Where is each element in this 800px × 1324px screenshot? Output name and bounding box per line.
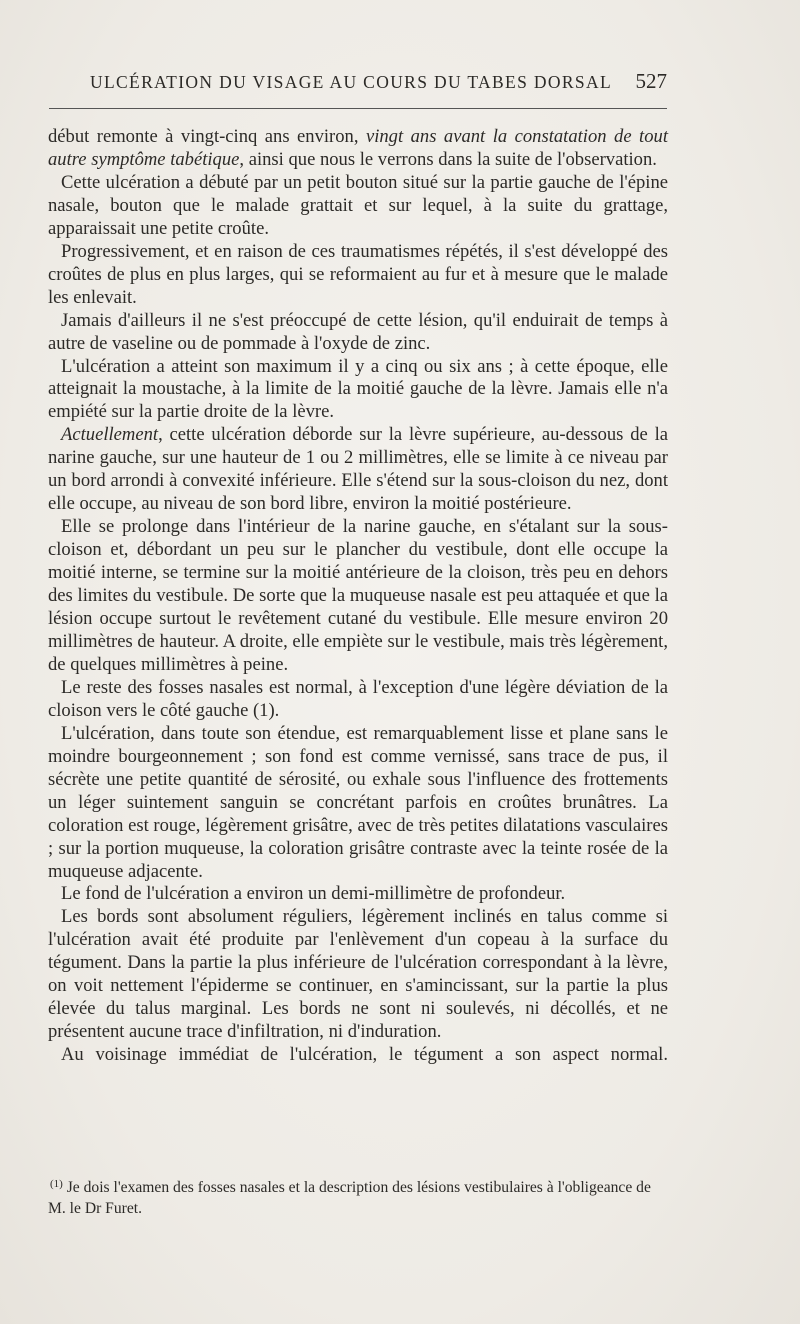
footnote-marker: (1) bbox=[50, 1178, 63, 1190]
paragraph-4: Jamais d'ailleurs il ne s'est préoccupé de cette lésion, qu'il enduirait de temps à autre de vaseline ou de pommade à l'oxyde de zinc. bbox=[48, 309, 668, 354]
paragraph-3: Progressivement, et en raison de ces traumatismes répétés, il s'est développé des croûtes de plus en plus larges, qui se reformaient au fur et à mesure que le malade les enlevait. bbox=[48, 240, 668, 308]
footnote-text bbox=[48, 1174, 668, 1219]
running-title: ULCÉRATION DU VISAGE AU COURS DU TABES DORSAL bbox=[90, 72, 613, 92]
running-header bbox=[90, 69, 667, 102]
paragraph-10: Le fond de l'ulcération a environ un demi-millimètre de profondeur. bbox=[61, 883, 566, 905]
page-number: 527 bbox=[635, 69, 667, 93]
paragraph-7: Elle se prolonge dans l'intérieur de la narine gauche, en s'étalant sur la sous-cloison et, débordant un peu sur le plancher du vestibule, dont elle occupe la moitié interne, se termine sur la moitié antérieure de la cloison, très peu en dehors des limites du vestibule. De sorte que la muqueuse nasale est peu attaquée et que la lésion occupe surtout le revêtement cutané du vestibule. Elle mesure environ 20 millimètres de hauteur. A droite, elle empiète sur le vestibule, mais très légèrement, de quelques millimètres à peine. bbox=[48, 516, 668, 675]
body-text bbox=[48, 126, 668, 1067]
paragraph-1 bbox=[48, 126, 668, 172]
paragraph-1-text-a: début remonte à vingt-cinq ans environ, bbox=[48, 126, 366, 147]
footnote bbox=[48, 1174, 668, 1219]
paragraph-6-text: , cette ulcération déborde sur la lèvre supérieure, au-dessous de la narine gauche, sur une hauteur de 1 ou 2 millimètres, elle se limite à ce niveau par un bord arrondi à convexité inférieure. Elle s'étend sur la sous-cloison du nez, dont elle occupe, au niveau de son bord libre, environ la moitié postérieure. bbox=[48, 424, 668, 515]
paragraph-11: Les bords sont absolument réguliers, légèrement inclinés en talus comme si l'ulcération avait été produite par l'enlèvement d'un copeau à la surface du tégument. Dans la partie la plus inférieure de l'ulcération correspondant à la lèvre, on voit nettement l'épiderme se continuer, en s'amincissant, sur la partie la plus élevée du talus marginal. Les bords ne sont ni soulevés, ni décollés, et ne présentent aucune trace d'infiltration, ni d'induration. bbox=[48, 906, 668, 1043]
footnote-body: Je dois l'examen des fosses nasales et la description des lésions vestibulaires à l'obligeance de M. le Dr Furet. bbox=[48, 1179, 651, 1217]
paragraph-6 bbox=[48, 424, 668, 516]
paragraph-1-italic: vingt ans avant la constatation de tout autre symptôme tabétique bbox=[48, 126, 668, 170]
paragraph-8: Le reste des fosses nasales est normal, à l'exception d'une légère déviation de la cloison vers le côté gauche (1). bbox=[48, 676, 668, 721]
paragraph-9: L'ulcération, dans toute son étendue, est remarquablement lisse et plane sans le moindre bourgeonnement ; son fond est comme vernissé, sans trace de pus, il sécrète une petite quantité de sérosité, ou exhale sous l'influence des frottements un léger suintement sanguin se concrétant parfois en croûtes brunâtres. La coloration est rouge, légèrement grisâtre, avec de très petites dilatations vasculaires ; sur la portion muqueuse, la coloration grisâtre contraste avec la teinte rosée de la muqueuse adjacente. bbox=[48, 722, 668, 882]
paragraph-5: L'ulcération a atteint son maximum il y a cinq ou six ans ; à cette époque, elle atteignait la moustache, à la limite de la moitié gauche de la lèvre. Jamais elle n'a empiété sur la partie droite de la lèvre. bbox=[48, 355, 668, 423]
header-rule bbox=[49, 108, 667, 109]
paragraph-1-text-b: , ainsi que nous le verrons dans la suite de l'observation. bbox=[239, 148, 657, 170]
paragraph-2: Cette ulcération a débuté par un petit bouton situé sur la partie gauche de l'épine nasale, bouton que le malade grattait et sur lequel, à la suite du grattage, apparaissait une petite croûte. bbox=[48, 171, 668, 239]
paragraph-12: Au voisinage immédiat de l'ulcération, le tégument a son aspect normal. bbox=[61, 1044, 668, 1066]
paragraph-6-italic: Actuellement bbox=[61, 424, 159, 446]
